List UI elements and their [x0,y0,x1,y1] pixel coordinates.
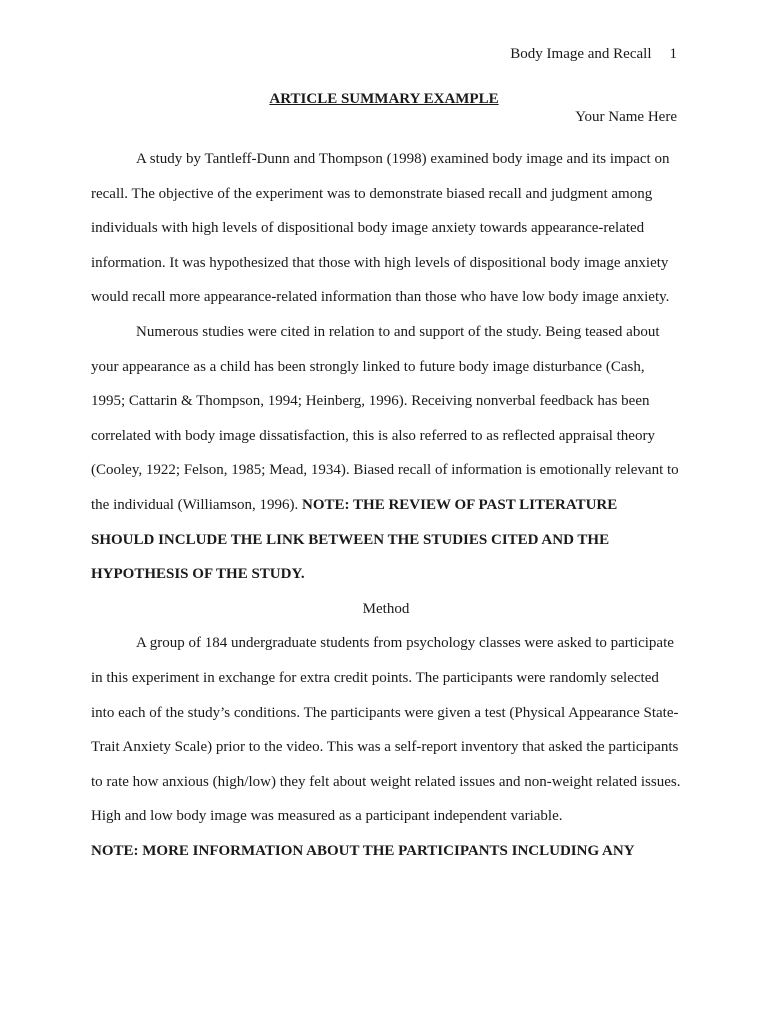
paragraph-literature-text: Numerous studies were cited in relation to and support of the study. Being teased about your appearance as a child has been strongly linked to future body image disturbance (Cash, 1995; Cattarin & Thompson, 1994; Heinberg, 1996). Receiving nonverbal feedback has been correlated with body image dissatisfaction, this is also referred to as reflected appraisal theory (Cooley, 1922; Felson, 1985; Mead, 1934). Biased recall of information is emotionally relevant to the individual (Williamson, 1996). [91,323,679,513]
author-name: Your Name Here [575,109,677,125]
note-literature-review: NOTE: THE REVIEW OF PAST LITERATURE SHOULD INCLUDE THE LINK BETWEEN THE STUDIES CITED AND THE HYPOTHESIS OF THE STUDY. [91,496,618,583]
paragraph-introduction: A study by Tantleff-Dunn and Thompson (1998) examined body image and its impact on recall. The objective of the experiment was to demonstrate biased recall and judgment among individuals with high levels of dispositional body image anxiety towards appearance-related information. It was hypothesized that those with high levels of dispositional body image anxiety would recall more appearance-related information than those who have low body image anxiety. [91,151,670,306]
paragraph-literature-review [91,315,681,592]
section-heading-method: Method [362,600,410,617]
paragraph-method: A group of 184 undergraduate students from psychology classes were asked to participate in this experiment in exchange for extra credit points. The participants were randomly selected into each of the study’s conditions. The participants were given a test (Physical Appearance State-Trait Anxiety Scale) prior to the video. This was a self-report inventory that asked the participants to rate how anxious (high/low) they felt about weight related issues and non-weight related issues. High and low body image was measured as a participant independent variable. [91,635,681,825]
page-number: 1 [669,46,677,62]
running-head-title: Body Image and Recall [510,46,652,62]
running-head [510,44,677,64]
document-title: ARTICLE SUMMARY EXAMPLE [269,91,499,107]
document-body [91,142,681,868]
note-participants: NOTE: MORE INFORMATION ABOUT THE PARTICIPANTS INCLUDING ANY [91,842,635,859]
